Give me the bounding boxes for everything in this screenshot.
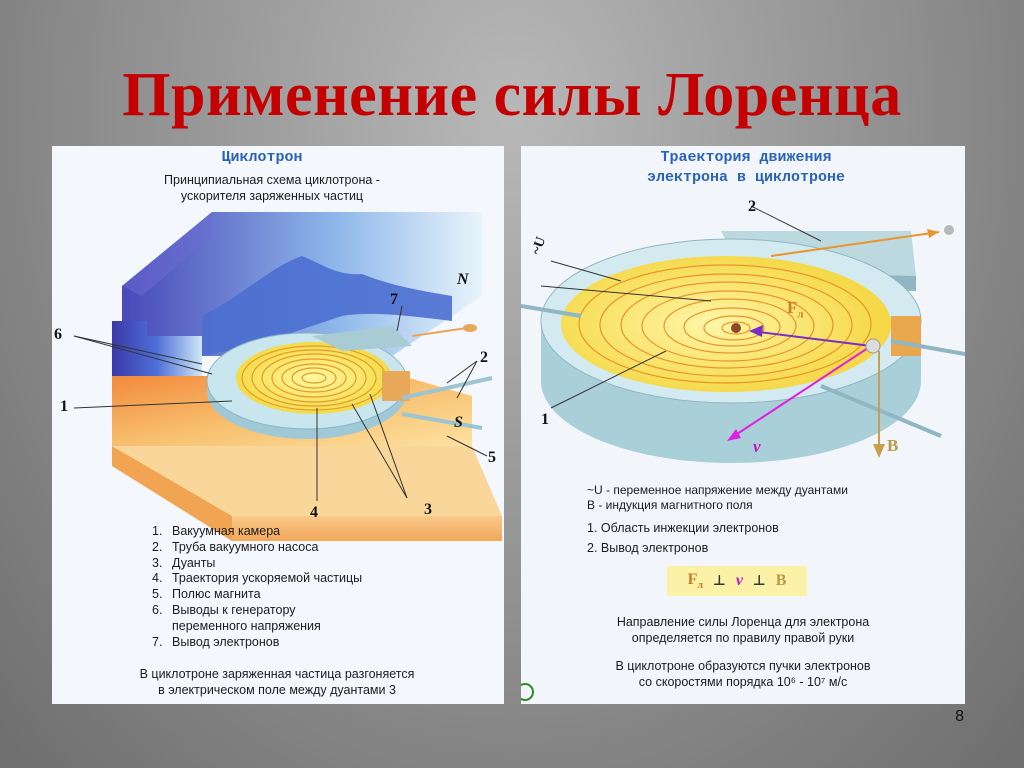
beam-line1: В циклотроне образуются пучки электронов [615,659,871,673]
item-injection: 1. Область инжекции электронов [587,521,779,535]
perp-symbol: ⊥ [713,573,726,589]
callout-7: 7 [390,291,398,308]
legend-item: 3. Дуанты [152,555,216,570]
trajectory-title-line1: Траектория движения [660,149,832,166]
cyclotron-schematic-panel [52,146,504,704]
induction-label: B [887,436,899,455]
page-number: 8 [955,708,964,725]
cyclotron-legend [152,524,482,650]
legend-item: 7. Вывод электронов [152,634,280,649]
legend-item: переменного напряжения [172,618,321,633]
pole-n-label: N [457,271,469,288]
legend-item: 5. Полюс магнита [152,587,261,602]
lorentz-formula: $F_л$ ⊥ v ⊥ B [667,566,807,596]
cyclotron-subtitle-line2: ускорителя заряженных частиц [180,189,364,203]
callout-2: 2 [748,198,756,215]
rule-line2: определяется по правилу правой руки [631,631,855,645]
callout-6: 6 [54,326,62,343]
callout-4: 4 [310,504,318,521]
slide-title: Применение силы Лоренца [122,61,902,129]
cyclotron-title: Циклотрон [221,149,303,166]
legend-item: 2. Труба вакуумного насоса [152,539,319,554]
force-label: $F_л$ [787,298,804,321]
callout-1: 1 [541,411,549,428]
callout-1: 1 [60,398,68,415]
velocity-label: v [753,437,761,456]
rule-line1: Направление силы Лоренца для электрона [616,615,870,629]
trajectory-title-line2: электрона в циклотроне [646,169,846,186]
item-output: 2. Вывод электронов [587,541,709,555]
callout-5: 5 [488,449,496,466]
label-u: ~U [529,235,550,257]
legend-item: 4. Траектория ускоряемой частицы [152,571,363,586]
cyclotron-note-line1: В циклотроне заряженная частица разгоняется [139,667,415,681]
legend-item: 6. Выводы к генератору [152,602,296,617]
electron-trajectory-panel [521,146,965,704]
legend-item: 1. Вакуумная камера [152,524,281,538]
beam-line2: со скоростями порядка 10⁶ - 10⁷ м/с [638,675,848,689]
perp-symbol: ⊥ [752,573,766,589]
callout-2: 2 [480,349,488,366]
callout-3: 3 [424,501,432,518]
cyclotron-subtitle-line1: Принципиальная схема циклотрона - [164,173,380,187]
pole-s-label: S [454,414,463,431]
cyclotron-note-line2: в электрическом поле между дуантами 3 [158,683,396,697]
definition-u: ~U - переменное напряжение между дуантами [587,483,848,497]
definition-b: B - индукция магнитного поля [587,498,753,512]
